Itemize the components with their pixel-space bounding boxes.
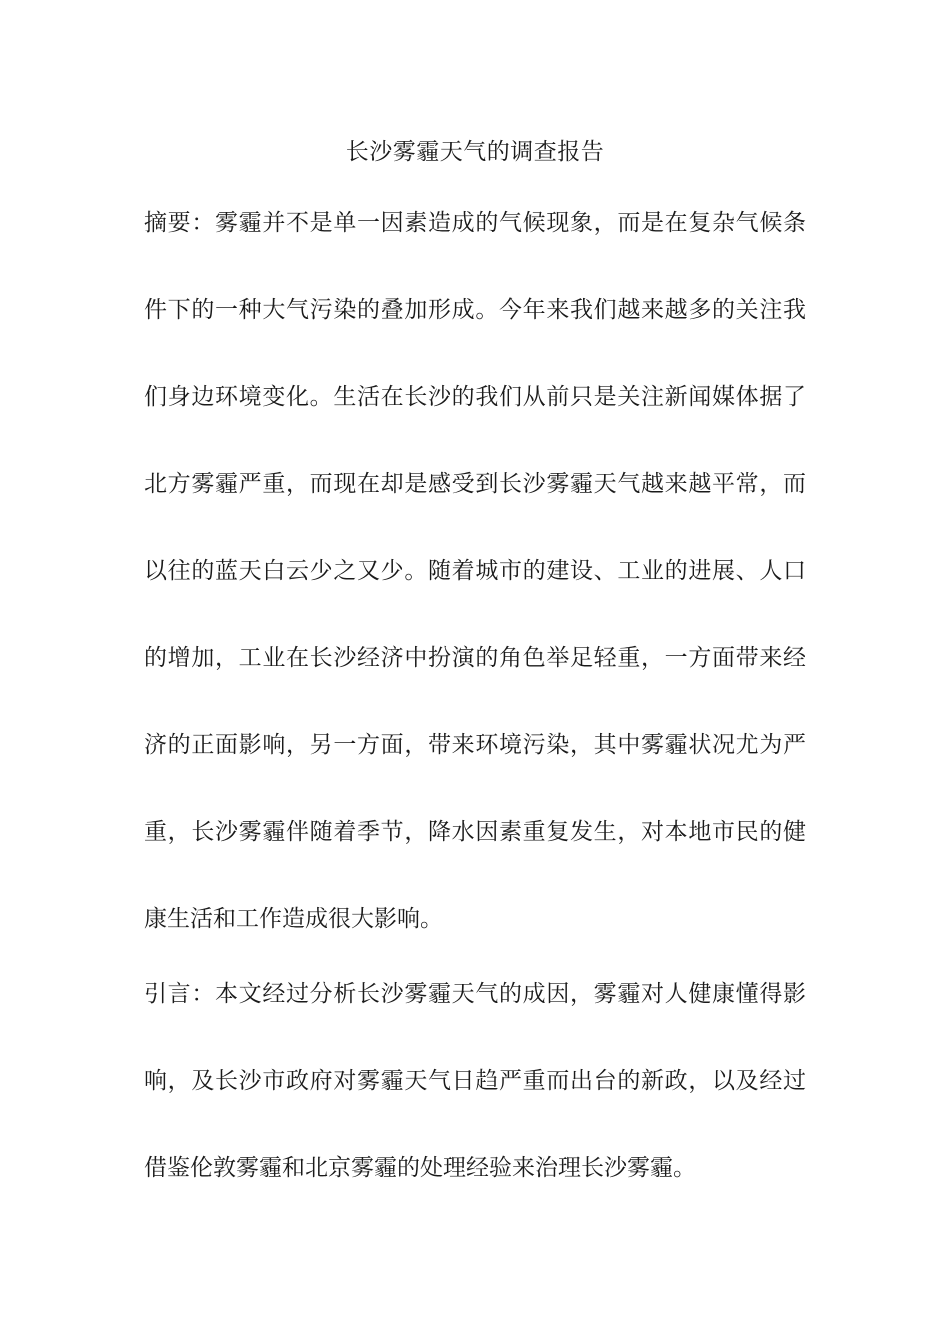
intro-line: 响，及长沙市政府对雾霾天气日趋严重而出台的新政，以及经过 [144,1068,806,1094]
document-title: 长沙雾霾天气的调查报告 [345,139,605,165]
abstract-line: 康生活和工作造成很大影响。 [144,906,443,932]
abstract-line: 的增加，工业在长沙经济中扮演的角色举足轻重，一方面带来经 [144,645,806,671]
intro-line: 借鉴伦敦雾霾和北京雾霾的处理经验来治理长沙雾霾。 [144,1155,696,1181]
abstract-line: 重，长沙雾霾伴随着季节，降水因素重复发生，对本地市民的健 [144,819,806,845]
abstract-line: 北方雾霾严重，而现在却是感受到长沙雾霾天气越来越平常，而 [144,471,806,497]
abstract-line: 件下的一种大气污染的叠加形成。今年来我们越来越多的关注我 [144,297,806,323]
abstract-line: 以往的蓝天白云少之又少。随着城市的建设、工业的进展、人口 [144,558,806,584]
abstract-line: 济的正面影响，另一方面，带来环境污染，其中雾霾状况尤为严 [144,732,806,758]
abstract-line: 摘要：雾霾并不是单一因素造成的气候现象，而是在复杂气候条 [144,210,806,236]
abstract-line: 们身边环境变化。生活在长沙的我们从前只是关注新闻媒体据了 [144,384,806,410]
intro-line: 引言：本文经过分析长沙雾霾天气的成因，雾霾对人健康懂得影 [144,981,806,1007]
